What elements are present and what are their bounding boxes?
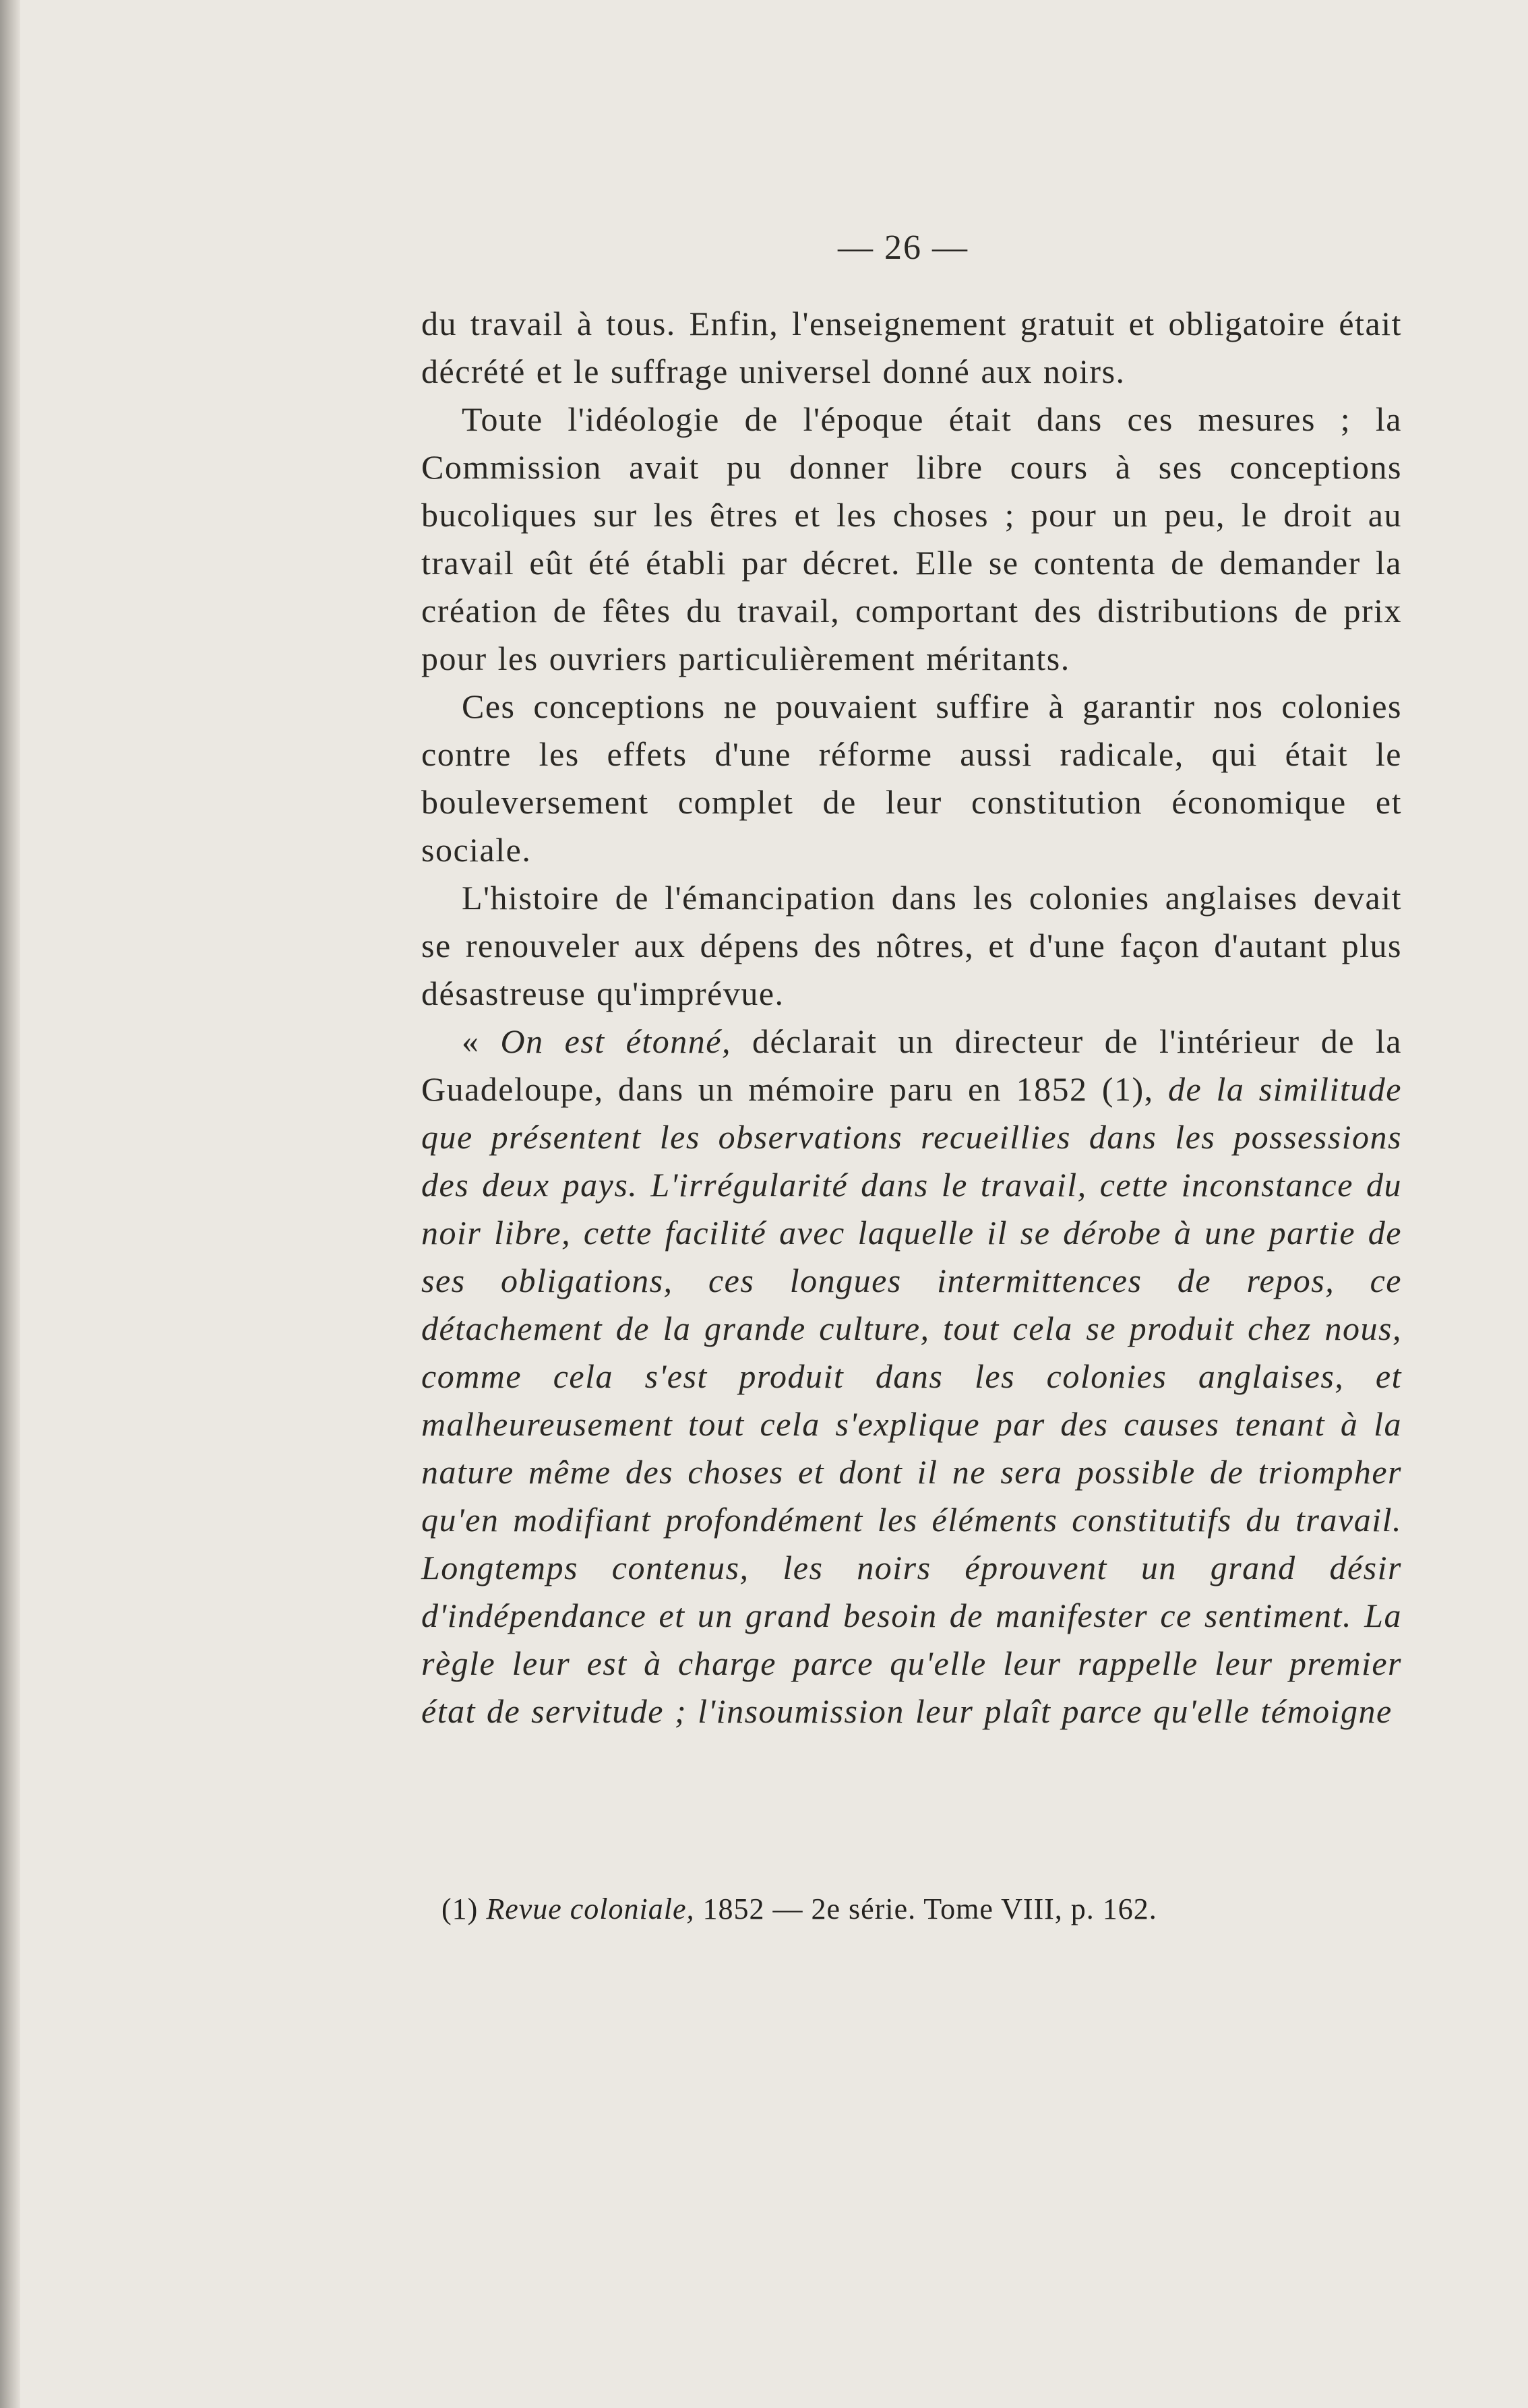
paragraph-2: Toute l'idéologie de l'époque était dans ces mesures ; la Commission avait pu donner libre cours à ses conceptions bucoliques sur les êtres et les choses ; pour un peu, le droit au travail eût été établi par décret. Elle se contenta de demander la création de fêtes du travail, comportant des distributions de prix pour les ouvriers particulièrement méritants.: [421, 400, 1402, 677]
paragraph-4: L'histoire de l'émancipation dans les colonies anglaises devait se renouveler aux dépens des nôtres, et d'une façon d'autant plus désastreuse qu'imprévue.: [421, 879, 1402, 1012]
paragraph-5-quotation: [421, 1018, 1402, 1735]
footnote: [441, 1889, 1399, 1930]
page-number: — 26 —: [838, 228, 969, 267]
body-text: [421, 300, 1402, 1735]
quote-italic-lead: On est étonné,: [500, 1022, 731, 1060]
paragraph-3: Ces conceptions ne pouvaient suffire à garantir nos colonies contre les effets d'une réforme aussi radicale, qui était le bouleversement complet de leur constitution économique et sociale.: [421, 687, 1402, 869]
quote-open-mark: «: [462, 1022, 501, 1060]
footnote-details: 1852 — 2e série. Tome VIII, p. 162.: [694, 1892, 1157, 1925]
paragraph-1: du travail à tous. Enfin, l'enseignement gratuit et obligatoire était décrété et le suffrage universel donné aux noirs.: [421, 305, 1402, 390]
quote-attribution: déclarait un directeur de l'intérieur de la Guadeloupe, dans un mémoire paru en 1852 (1),: [421, 1022, 1402, 1108]
footnote-journal: Revue coloniale,: [486, 1892, 695, 1925]
quote-italic-body: de la similitude que présentent les observations recueillies dans les possessions des deux pays. L'irrégularité dans le travail, cette inconstance du noir libre, cette facilité avec laquelle il se dérobe à une partie de ses obligations, ces longues intermittences de repos, ce détachement de la grande culture, tout cela se produit chez nous, comme cela s'est produit dans les colonies anglaises, et malheureusement tout cela s'explique par des causes tenant à la nature même des choses et dont il ne sera possible de triompher qu'en modifiant profondément les éléments constitutifs du travail. Longtemps contenus, les noirs éprouvent un grand désir d'indépendance et un grand besoin de manifester ce sentiment. La règle leur est à charge parce qu'elle leur rappelle leur premier état de servitude ; l'insoumission leur plaît parce qu'elle témoigne: [421, 1070, 1402, 1730]
footnote-marker: (1): [441, 1892, 487, 1925]
page-binding-edge: [0, 0, 20, 2408]
